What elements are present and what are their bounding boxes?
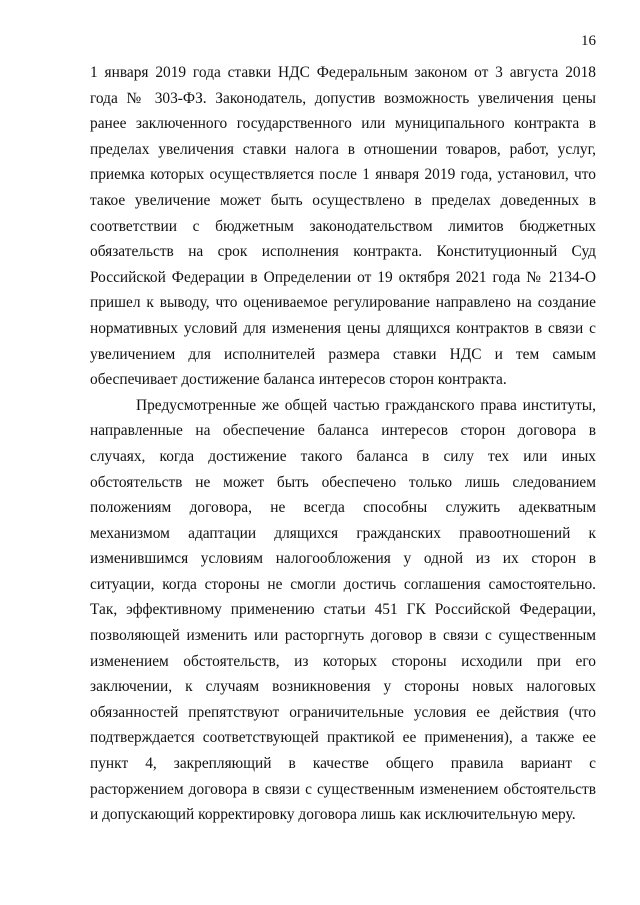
page-number: 16 [581, 33, 596, 49]
text-line: обязанностей препятствуют ограничительные условия ее действия (что [90, 703, 596, 721]
text-line: положениям договора, не всегда способны служить адекватным [90, 499, 596, 517]
text-line: ситуации, когда стороны не смогли достичь соглашения самостоятельно. [90, 575, 596, 593]
text-line: Предусмотренные же общей частью гражданского права институты, [136, 396, 596, 414]
text-line: случаях, когда достижение такого баланса в силу тех или иных [90, 447, 596, 465]
text-line: пределах увеличения ставки налога в отношении товаров, работ, услуг, [90, 140, 596, 158]
text-line: Так, эффективному применению статьи 451 ГК Российской Федерации, [90, 601, 596, 619]
paragraph-1 [90, 60, 596, 393]
text-line: подтверждается соответствующей практикой ее применения), а также ее [90, 729, 596, 747]
text-line: обязательств на срок исполнения контракта. Конституционный Суд [90, 243, 596, 261]
text-line: ранее заключенного государственного или муниципального контракта в [90, 115, 596, 133]
text-line: изменением обстоятельств, из которых стороны исходили при его [90, 652, 596, 670]
body-text [90, 60, 596, 828]
text-line: изменившимся условиям налогообложения у одной из их сторон в [90, 550, 596, 568]
paragraph-2 [90, 393, 596, 828]
text-line: обстоятельств не может быть обеспечено только лишь следованием [90, 473, 596, 491]
text-line: обеспечивает достижение баланса интересов сторон контракта. [90, 371, 507, 389]
text-line: 1 января 2019 года ставки НДС Федеральным законом от 3 августа 2018 [90, 64, 596, 81]
text-line: увеличением для исполнителей размера ставки НДС и тем самым [90, 345, 596, 363]
text-line: соответствии с бюджетным законодательством лимитов бюджетных [90, 217, 596, 235]
text-line: приемка которых осуществляется после 1 января 2019 года, установил, что [90, 166, 596, 184]
text-line: и допускающий корректировку договора лишь как исключительную меру. [90, 806, 576, 824]
text-line: Российской Федерации в Определении от 19 октября 2021 года № 2134-О [90, 268, 596, 286]
text-line: такое увеличение может быть осуществлено в пределах доведенных в [90, 191, 596, 209]
text-line: пункт 4, закрепляющий в качестве общего правила вариант с [90, 755, 596, 773]
text-line: расторжением договора в связи с существенным изменением обстоятельств [90, 780, 596, 798]
text-line: пришел к выводу, что оцениваемое регулирование направлено на создание [90, 294, 596, 312]
text-line: года № 303-ФЗ. Законодатель, допустив возможность увеличения цены [90, 89, 596, 107]
text-line: нормативных условий для изменения цены длящихся контрактов в связи с [90, 319, 596, 337]
text-line: механизмом адаптации длящихся гражданских правоотношений к [90, 524, 596, 542]
text-line: направленные на обеспечение баланса интересов сторон договора в [90, 422, 596, 440]
text-line: заключении, к случаям возникновения у стороны новых налоговых [90, 678, 596, 696]
text-line: позволяющей изменить или расторгнуть договор в связи с существенным [90, 627, 596, 645]
